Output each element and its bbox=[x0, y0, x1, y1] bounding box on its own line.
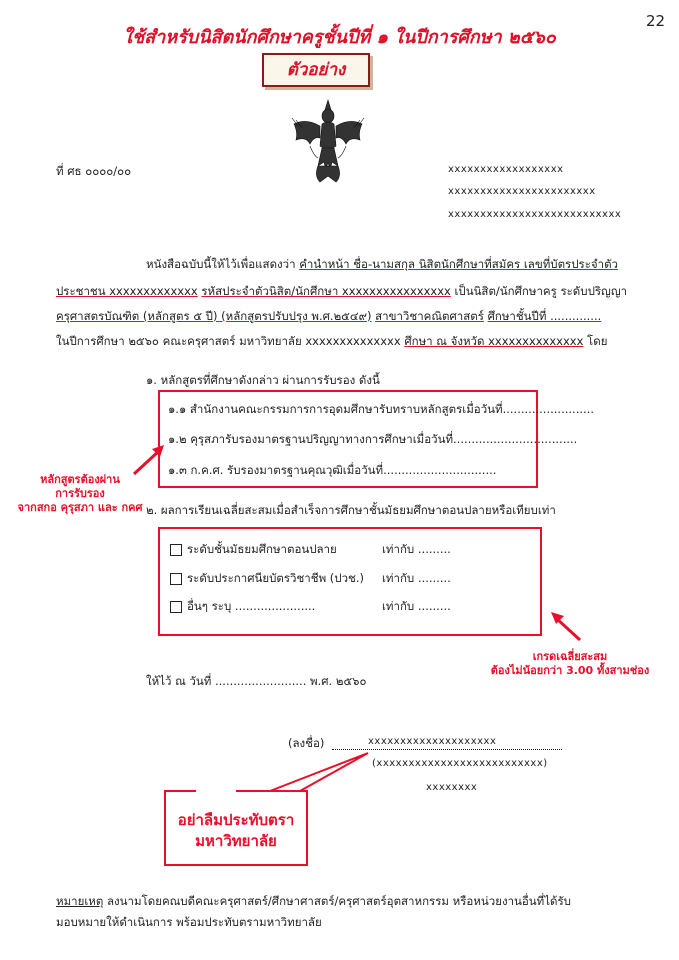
checkbox-icon[interactable] bbox=[170, 601, 182, 613]
note-label: หมายเหตุ bbox=[56, 894, 104, 908]
address-line-2: xxxxxxxxxxxxxxxxxxxxxxx bbox=[448, 186, 596, 197]
reference-number: ที่ ศธ ๐๐๐๐/๐๐ bbox=[56, 164, 132, 178]
sample-label: ตัวอย่าง bbox=[286, 60, 346, 80]
annotation-left-line: จากสกอ คุรุสภา และ กคศ bbox=[17, 501, 143, 514]
callout-joint bbox=[196, 789, 236, 793]
sample-badge bbox=[262, 53, 370, 87]
gpa-row-2-value: เท่ากับ ......... bbox=[382, 571, 451, 585]
gpa-row-3-value: เท่ากับ ......... bbox=[382, 599, 451, 613]
signature-label: (ลงชื่อ) bbox=[288, 736, 325, 750]
checkbox-icon[interactable] bbox=[170, 573, 182, 585]
annotation-right-line: ต้องไม่น้อยกว่า 3.00 ทั้งสามช่อง bbox=[490, 664, 650, 677]
callout-box bbox=[164, 790, 308, 866]
gpa-row-label: ระดับชั้นมัธยมศึกษาตอนปลาย bbox=[187, 542, 337, 556]
callout-line: มหาวิทยาลัย bbox=[195, 832, 277, 850]
section-1-item-3: ๑.๓ ก.ค.ศ. รับรองมาตรฐานคุณวุฒิเมื่อวันที่............................... bbox=[168, 463, 497, 477]
callout-text bbox=[166, 810, 306, 852]
body-underlined: รหัสประจำตัวนิสิต/นักศึกษา xxxxxxxxxxxxxxxx bbox=[201, 284, 451, 298]
signer-name-parenthesis: (xxxxxxxxxxxxxxxxxxxxxxxxxx) bbox=[372, 758, 548, 769]
note-line-1 bbox=[56, 893, 571, 911]
arrow-icon bbox=[130, 440, 170, 480]
address-line-3: xxxxxxxxxxxxxxxxxxxxxxxxxxx bbox=[448, 209, 622, 220]
gpa-row-label: ระดับประกาศนียบัตรวิชาชีพ (ปวช.) bbox=[187, 571, 364, 585]
note-text: ลงนามโดยคณบดีคณะครุศาสตร์/ศึกษาศาสตร์/ครุศาสตร์อุตสาหกรรม หรือหน่วยงานอื่นที่ได้รับ bbox=[103, 894, 571, 908]
note-line-2: มอบหมายให้ดำเนินการ พร้อมประทับตรามหาวิทยาลัย bbox=[56, 915, 322, 929]
signer-position: xxxxxxxx bbox=[426, 782, 478, 793]
given-on-date: ให้ไว้ ณ วันที่ ......................... พ.ศ. ๒๕๖๐ bbox=[146, 674, 367, 688]
section-1-item-2: ๑.๒ คุรุสภารับรองมาตรฐานปริญญาทางการศึกษาเมื่อวันที่.................................. bbox=[168, 432, 578, 446]
body-underlined: ศึกษา ณ จังหวัด xxxxxxxxxxxxxx bbox=[404, 334, 584, 348]
gpa-row-1 bbox=[170, 541, 337, 559]
body-underlined: ประชาชน xxxxxxxxxxxxx bbox=[56, 284, 198, 298]
callout-line: อย่าลืมประทับตรา bbox=[177, 811, 295, 829]
section-2-title: ๒. ผลการเรียนเฉลี่ยสะสมเมื่อสำเร็จการศึกษาชั้นมัธยมศึกษาตอนปลายหรือเทียบเท่า bbox=[146, 503, 556, 517]
annotation-left-line: หลักสูตรต้องผ่าน bbox=[40, 473, 120, 486]
annotation-right bbox=[470, 650, 670, 678]
body-underlined: ศึกษาชั้นปีที่ .............. bbox=[487, 309, 602, 323]
body-underlined: สาขาวิชาคณิตศาสตร์ bbox=[375, 309, 484, 323]
body-line-1 bbox=[146, 256, 618, 274]
body-underlined: คำนำหน้า ชื่อ-นามสกุล นิสิตนักศึกษาที่สมัคร เลขที่บัตรประจำตัว bbox=[299, 257, 619, 271]
page-heading: ใช้สำหรับนิสิตนักศึกษาครูชั้นปีที่ ๑ ในปีการศึกษา ๒๕๖๐ bbox=[123, 27, 556, 48]
body-text: หนังสือฉบับนี้ให้ไว้เพื่อแสดงว่า bbox=[146, 257, 300, 271]
section-1-title: ๑. หลักสูตรที่ศึกษาดังกล่าว ผ่านการรับรอง ดังนี้ bbox=[146, 373, 380, 387]
signer-name: xxxxxxxxxxxxxxxxxxxx bbox=[368, 736, 497, 747]
gpa-row-2 bbox=[170, 570, 364, 588]
gpa-row-3 bbox=[170, 598, 315, 616]
body-text: เป็นนิสิต/นักศึกษาครู ระดับปริญญา bbox=[450, 284, 628, 298]
page-number: 22 bbox=[646, 12, 666, 30]
section-1-item-1: ๑.๑ สำนักงานคณะกรรมการการอุดมศึกษารับทราบหลักสูตรเมื่อวันที่......................... bbox=[168, 402, 594, 416]
body-line-4 bbox=[56, 333, 607, 351]
checkbox-icon[interactable] bbox=[170, 544, 182, 556]
arrow-icon bbox=[546, 606, 586, 646]
garuda-emblem-icon bbox=[288, 96, 368, 186]
body-underlined: ครุศาสตรบัณฑิต (หลักสูตร ๕ ปี) (หลักสูตรปรับปรุง พ.ศ.๒๕๔๙) bbox=[56, 309, 372, 323]
gpa-row-label: อื่นๆ ระบุ ...................... bbox=[187, 599, 316, 613]
body-text: ในปีการศึกษา ๒๕๖๐ คณะครุศาสตร์ มหาวิทยาลัย xxxxxxxxxxxxxx bbox=[56, 334, 405, 348]
annotation-left-line: การรับรอง bbox=[55, 487, 105, 500]
gpa-row-1-value: เท่ากับ ......... bbox=[382, 542, 451, 556]
body-line-2 bbox=[56, 283, 627, 301]
address-line-1: xxxxxxxxxxxxxxxxxx bbox=[448, 164, 564, 175]
annotation-right-line: เกรดเฉลี่ยสะสม bbox=[532, 650, 608, 663]
body-text: โดย bbox=[583, 334, 608, 348]
body-line-3 bbox=[56, 308, 601, 326]
